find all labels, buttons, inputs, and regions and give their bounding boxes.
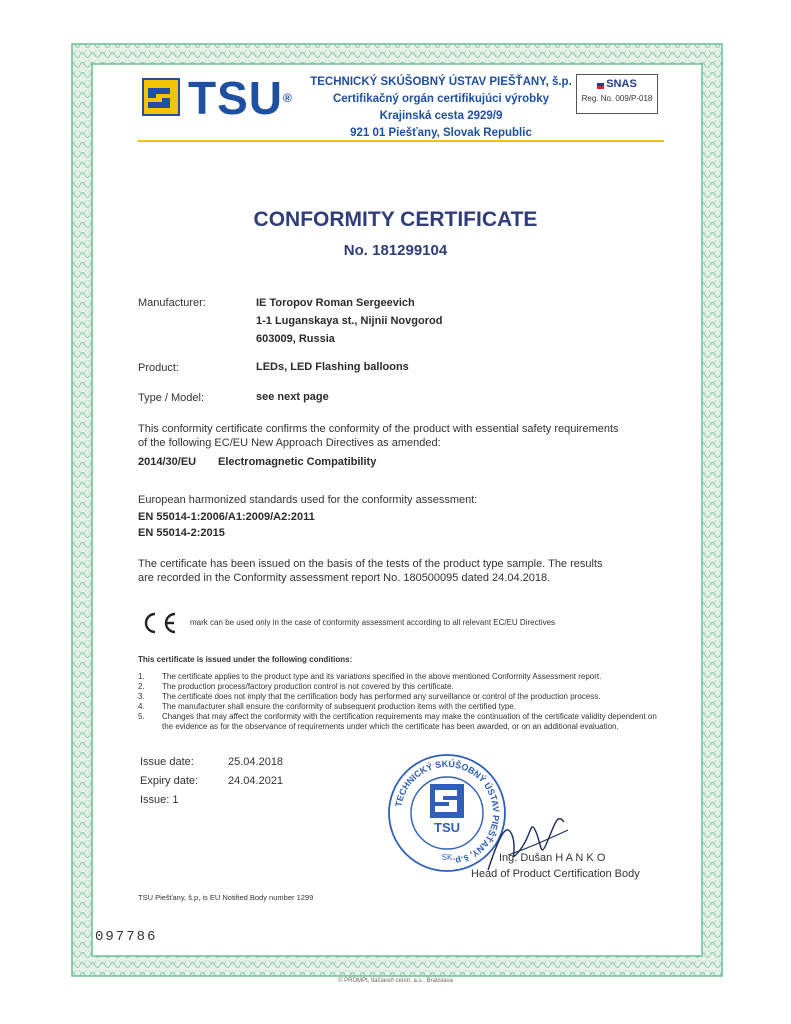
ce-mark-icon [138, 611, 178, 635]
certificate-number: No. 181299104 [343, 242, 448, 259]
basis-text: The certificate has been issued on the basis of the tests of the product type sample. The results are recorded in the Conformity assessment report No. 180500095 dated 24.04.2018. [138, 558, 603, 584]
condition-item: 3. The certificate does not imply that the certification body has performed any surveillance or control of the production process. [138, 692, 601, 701]
directive-name: Electromagnetic Compatibility [218, 456, 377, 468]
tsu-logo-text: TSU® [188, 72, 293, 124]
type-label: Type / Model: [138, 392, 205, 404]
condition-item: 1. The certificate applies to the product type and its variations specified in the above mentioned Conformity Assessment report. [138, 672, 602, 681]
dates-values [228, 756, 283, 794]
expiry-date-value: 24.04.2021 [228, 775, 284, 787]
manufacturer-label: Manufacturer: [138, 297, 206, 309]
issue-date-label: Issue date: [140, 756, 194, 768]
standard-item: EN 55014-1:2006/A1:2009/A2:2011 [138, 511, 315, 523]
institute-name: TECHNICKÝ SKÚŠOBNÝ ÚSTAV PIEŠŤANY, š.p. [310, 76, 572, 88]
snas-label: SNAS [606, 78, 637, 90]
expiry-date-label: Expiry date: [140, 775, 199, 787]
printer-credit: © PROMPt, tlačiareň cenín, a.s., Bratislava [338, 978, 453, 984]
standards-list [138, 509, 315, 541]
ce-mark-text: mark can be used only in the case of conformity assessment according to all relevant EC/EU Directives [190, 618, 556, 627]
type-value: see next page [256, 391, 329, 403]
condition-item: 4. The manufacturer shall ensure the conformity of subsequent production items with the certified type. [138, 702, 516, 711]
condition-item: 2. The production process/factory production control is not covered by this certificate. [138, 682, 454, 691]
issue-number: Issue: 1 [140, 794, 179, 806]
stamp-ring-text: TECHNICKÝ SKÚŠOBNÝ ÚSTAV PIEŠŤANY, š.p. [393, 758, 502, 867]
institute-address [306, 74, 576, 142]
conditions-title: This certificate is issued under the following conditions: [138, 655, 353, 664]
stamp-center-text: TSU [434, 820, 460, 835]
tsu-logo-emblem [142, 78, 180, 116]
issue-date-value: 25.04.2018 [228, 756, 284, 768]
institute-role: Certifikačný orgán certifikujúci výrobky [332, 93, 550, 105]
manufacturer-value [256, 294, 442, 348]
product-label: Product: [138, 362, 179, 374]
notified-body-text: TSU Piešťany, š.p, is EU Notified Body number 1299 [138, 893, 314, 902]
slovak-flag-icon [597, 80, 604, 89]
directives-intro: This conformity certificate confirms the conformity of the product with essential safety requirements of the following EC/EU New Approach Directives as amended: [138, 423, 619, 449]
snas-badge [576, 74, 658, 114]
standard-item: EN 55014-2:2015 [138, 527, 225, 539]
snas-reg-number: Reg. No. 009/P-018 [581, 94, 653, 103]
signatory-title: Head of Product Certification Body [471, 868, 640, 880]
condition-item: 5. Changes that may affect the conformity with the certification requirements may make the continuation of the certificate validity dependent on the evidence as for the observance of requirements under which the certificate has been awarded, or on an additional evaluation. [138, 712, 657, 731]
page-title: CONFORMITY CERTIFICATE [253, 208, 538, 231]
directive-code: 2014/30/EU [138, 456, 197, 468]
manufacturer-name: IE Toropov Roman Sergeevich [256, 297, 415, 309]
conditions-list [138, 672, 668, 732]
institute-city: 921 01 Piešťany, Slovak Republic [350, 127, 532, 139]
signatory-name: Ing. Dušan H A N K O [499, 852, 606, 864]
product-value: LEDs, LED Flashing balloons [256, 361, 409, 373]
standards-intro: European harmonized standards used for the conformity assessment: [138, 494, 478, 506]
dates-labels [140, 756, 198, 813]
serial-number: 097786 [95, 929, 158, 945]
header-divider [138, 140, 664, 142]
stamp-bottom-text: SK [441, 853, 453, 862]
manufacturer-city: 603009, Russia [256, 333, 335, 345]
manufacturer-street: 1-1 Luganskaya st., Nijnii Novgorod [256, 315, 443, 327]
institute-street: Krajinská cesta 2929/9 [379, 110, 503, 122]
